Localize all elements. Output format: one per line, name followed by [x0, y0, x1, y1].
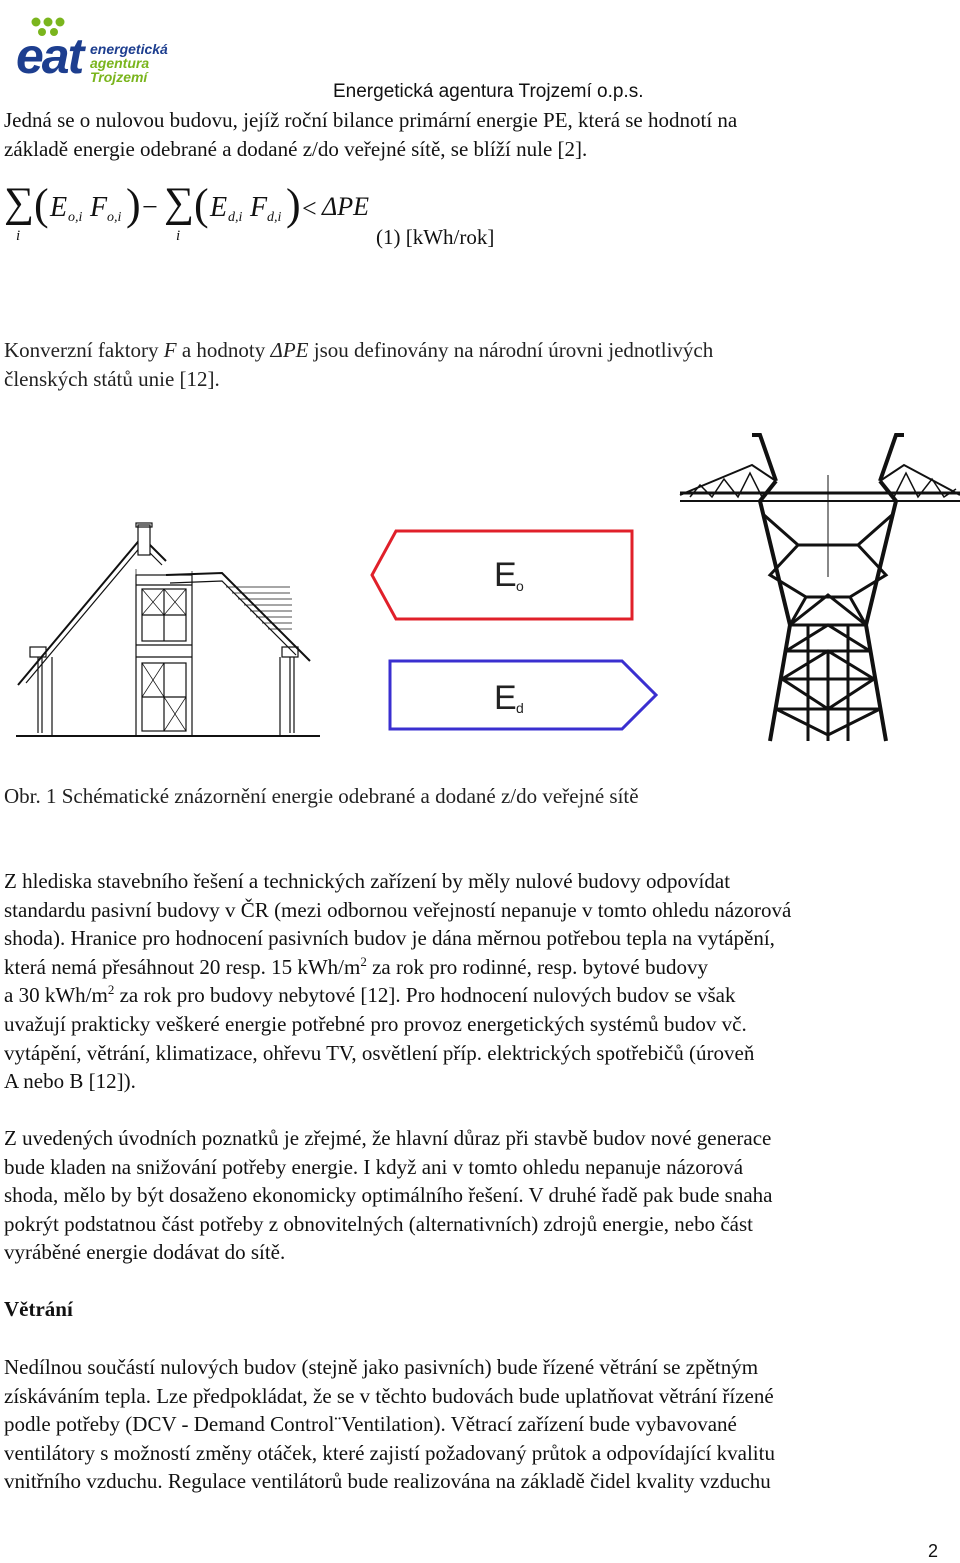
- text-line: vnitřního vzduchu. Regulace ventilátorů bude realizována na základě čidel kvality vzduchu: [4, 1469, 771, 1494]
- text-line: Z uvedených úvodních poznatků je zřejmé, že hlavní důraz při stavbě budov nové generace: [4, 1126, 772, 1150]
- arrow-bottom-outline: [390, 661, 656, 729]
- less-than-sign: <: [302, 194, 317, 223]
- equation-label: (1) [kWh/rok]: [376, 225, 495, 249]
- superscript: 2: [107, 982, 115, 998]
- figure-caption: Obr. 1 Schématické znázornění energie odebrané a dodané z/do veřejné sítě: [4, 784, 639, 808]
- sum-index: i: [16, 228, 21, 244]
- subscript: o,i: [68, 210, 83, 225]
- figure-drawing: [0, 425, 960, 750]
- text-line: základě energie odebrané a dodané z/do veřejné sítě, se blíží nule [2].: [4, 136, 588, 161]
- paren: ): [126, 180, 141, 229]
- logo-line2: agentura: [90, 55, 150, 71]
- subscript: d,i: [228, 210, 243, 225]
- intro-paragraph: [4, 106, 944, 163]
- text-line: standardu pasivní budovy v ČR (mezi odbornou veřejností nepanuje v tomto ohledu názorová: [4, 897, 792, 922]
- text-line: Nedílnou součástí nulových budov (stejně jako pasivních) bude řízené větrání se zpětným: [4, 1355, 759, 1379]
- text-line: Jedná se o nulovou budovu, jejíž roční bilance primární energie PE, která se hodnotí na: [4, 108, 738, 132]
- arrow-bottom-label: E: [494, 679, 517, 717]
- formula: [4, 180, 384, 250]
- text-line: získáváním tepla. Lze předpokládat, že se v těchto budovách bude uplatňovat větrání řízené: [4, 1383, 774, 1408]
- text-run: a hodnoty: [176, 338, 271, 362]
- text-line: bude kladen na snižování potřeby energie. I když ani v tomto ohledu nepanuje názorová: [4, 1154, 744, 1179]
- text-line: pokrýt podstatnou část potřeby z obnovitelných (alternativních) zdrojů energie, nebo část: [4, 1211, 753, 1236]
- subscript: d,i: [267, 210, 282, 225]
- paragraph-passive-buildings: [4, 867, 944, 1096]
- page-number: 2: [928, 1541, 939, 1561]
- text-line: [4, 953, 944, 982]
- arrow-top-subscript: o: [516, 578, 524, 594]
- section-heading: Větrání: [4, 1297, 73, 1321]
- logo-mark: eat: [16, 28, 83, 84]
- text-line: shoda, mělo by být dosaženo ekonomicky optimálního řešení. V druhé řadě pak bude snaha: [4, 1183, 773, 1208]
- text-line: [4, 336, 944, 365]
- arrow-bottom-subscript: d: [516, 700, 524, 716]
- text-line: [4, 981, 944, 1010]
- logo: [14, 12, 184, 96]
- text-line: uvažují prakticky veškeré energie potřebné pro provoz energetických systémů budov vč.: [4, 1011, 747, 1036]
- sum-symbol: ∑: [4, 180, 34, 226]
- paragraph-energy-priorities: [4, 1124, 944, 1267]
- minus-sign: −: [142, 192, 158, 223]
- delta-pe: ΔPE: [322, 192, 370, 221]
- factor-variable: F: [163, 338, 177, 362]
- factor-symbol: F: [250, 192, 268, 223]
- text-line: A nebo B [12]).: [4, 1069, 136, 1094]
- text-run: Konverzní faktory: [4, 338, 164, 362]
- paragraph-ventilation: [4, 1353, 944, 1496]
- energy-symbol: E: [50, 192, 68, 223]
- sum-index: i: [176, 228, 181, 244]
- text-line: vytápění, větrání, klimatizace, ohřevu TV, osvětlení příp. elektrických spotřebičů (úroveň: [4, 1040, 755, 1065]
- factor-symbol: F: [90, 192, 108, 223]
- subscript: o,i: [107, 210, 122, 225]
- house-drawing: [16, 523, 320, 736]
- org-name: Energetická agentura Trojzemí o.p.s.: [333, 81, 644, 102]
- energy-symbol: E: [210, 192, 228, 223]
- paren: (: [194, 180, 209, 229]
- text-line: podle potřeby (DCV - Demand Control¨Ventilation). Větrací zařízení bude vybavované: [4, 1412, 737, 1437]
- delta-pe-variable: ΔPE: [270, 338, 309, 362]
- text-line: shoda). Hranice pro hodnocení pasivních budov je dána měrnou potřebou tepla na vytápění,: [4, 926, 775, 951]
- conversion-paragraph: [4, 336, 944, 393]
- logo-line1: energetická: [90, 41, 168, 57]
- figure: [0, 425, 960, 750]
- paren: ): [286, 180, 301, 229]
- text-run: která nemá přesáhnout 20 resp. 15 kWh/m: [4, 954, 361, 979]
- text-line: Z hlediska stavebního řešení a technických zařízení by měly nulové budovy odpovídat: [4, 869, 731, 893]
- arrow-top-label: E: [494, 556, 517, 594]
- power-pylon-drawing: [680, 435, 960, 741]
- paren: (: [34, 180, 49, 229]
- sum-symbol: ∑: [164, 180, 194, 226]
- text-line: členských států unie [12].: [4, 366, 220, 391]
- text-line: vyráběné energie dodávat do sítě.: [4, 1240, 286, 1265]
- text-line: ventilátory s možností změny otáček, které zajistí požadovaný průtok a odpovídající kvalitu: [4, 1440, 775, 1465]
- superscript: 2: [360, 953, 367, 969]
- text-run: a 30 kWh/m: [4, 983, 108, 1008]
- text-run: za rok pro budovy nebytové [12]. Pro hodnocení nulových budov se však: [114, 983, 736, 1008]
- text-run: za rok pro rodinné, resp. bytové budovy: [366, 954, 708, 979]
- logo-line3: Trojzemí: [90, 69, 148, 85]
- text-run: jsou definovány na národní úrovni jednotlivých: [308, 338, 714, 362]
